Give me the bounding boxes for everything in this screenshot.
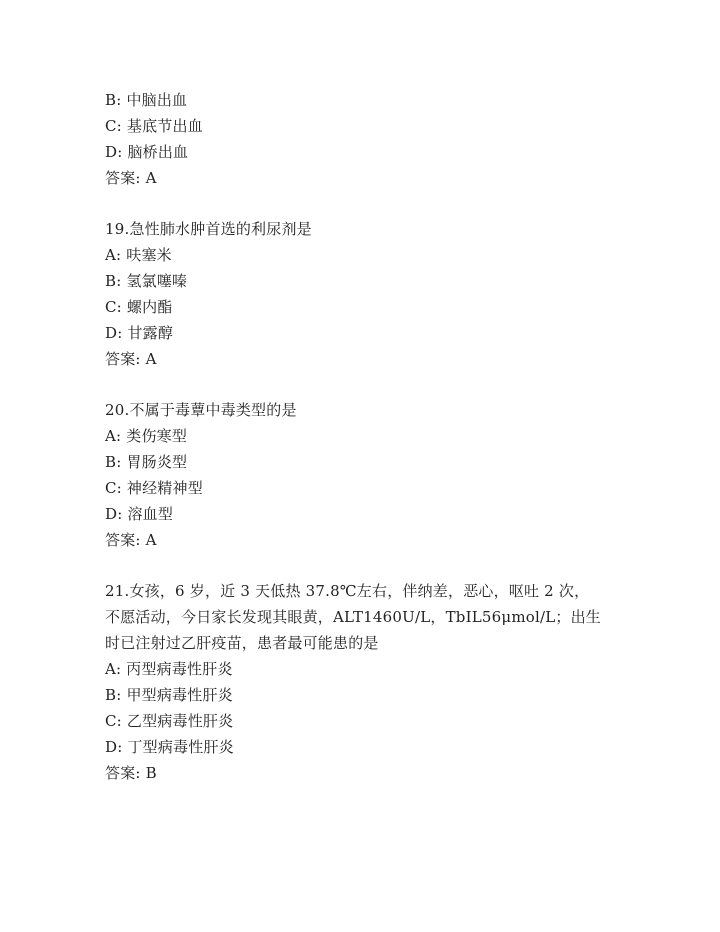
q20-option-b: B: 胃肠炎型 [105, 453, 188, 471]
q21-option-a: A: 丙型病毒性肝炎 [105, 660, 233, 678]
q21-stem-line-1: 21.女孩，6 岁，近 3 天低热 37.8℃左右，伴纳差，恶心，呕吐 2 次， [105, 582, 590, 600]
q19-option-a: A: 呋塞米 [105, 246, 172, 264]
q21-stem-line-3: 时已注射过乙肝疫苗，患者最可能患的是 [105, 634, 379, 652]
q19-answer: 答案: A [105, 350, 157, 368]
q21-stem-line-2: 不愿活动，今日家长发现其眼黄，ALT1460U/L，TbIL56μmol/L；出生 [105, 608, 602, 626]
q21-option-c: C: 乙型病毒性肝炎 [105, 712, 234, 730]
prev-option-d: D: 脑桥出血 [105, 143, 189, 161]
q19-stem: 19.急性肺水肿首选的利尿剂是 [105, 220, 312, 238]
q21-option-d: D: 丁型病毒性肝炎 [105, 738, 234, 756]
q21-answer: 答案: B [105, 764, 157, 782]
q20-option-c: C: 神经精神型 [105, 479, 203, 497]
q20-answer: 答案: A [105, 531, 157, 549]
q20-option-d: D: 溶血型 [105, 505, 174, 523]
prev-option-b: B: 中脑出血 [105, 91, 188, 109]
q21-option-b: B: 甲型病毒性肝炎 [105, 686, 233, 704]
q19-option-d: D: 甘露醇 [105, 324, 174, 342]
q20-stem: 20.不属于毒蕈中毒类型的是 [105, 401, 297, 419]
prev-option-c: C: 基底节出血 [105, 117, 203, 135]
q19-option-c: C: 螺内酯 [105, 298, 173, 316]
prev-answer: 答案: A [105, 169, 157, 187]
q19-option-b: B: 氢氯噻嗪 [105, 272, 188, 290]
q20-option-a: A: 类伤寒型 [105, 427, 188, 445]
